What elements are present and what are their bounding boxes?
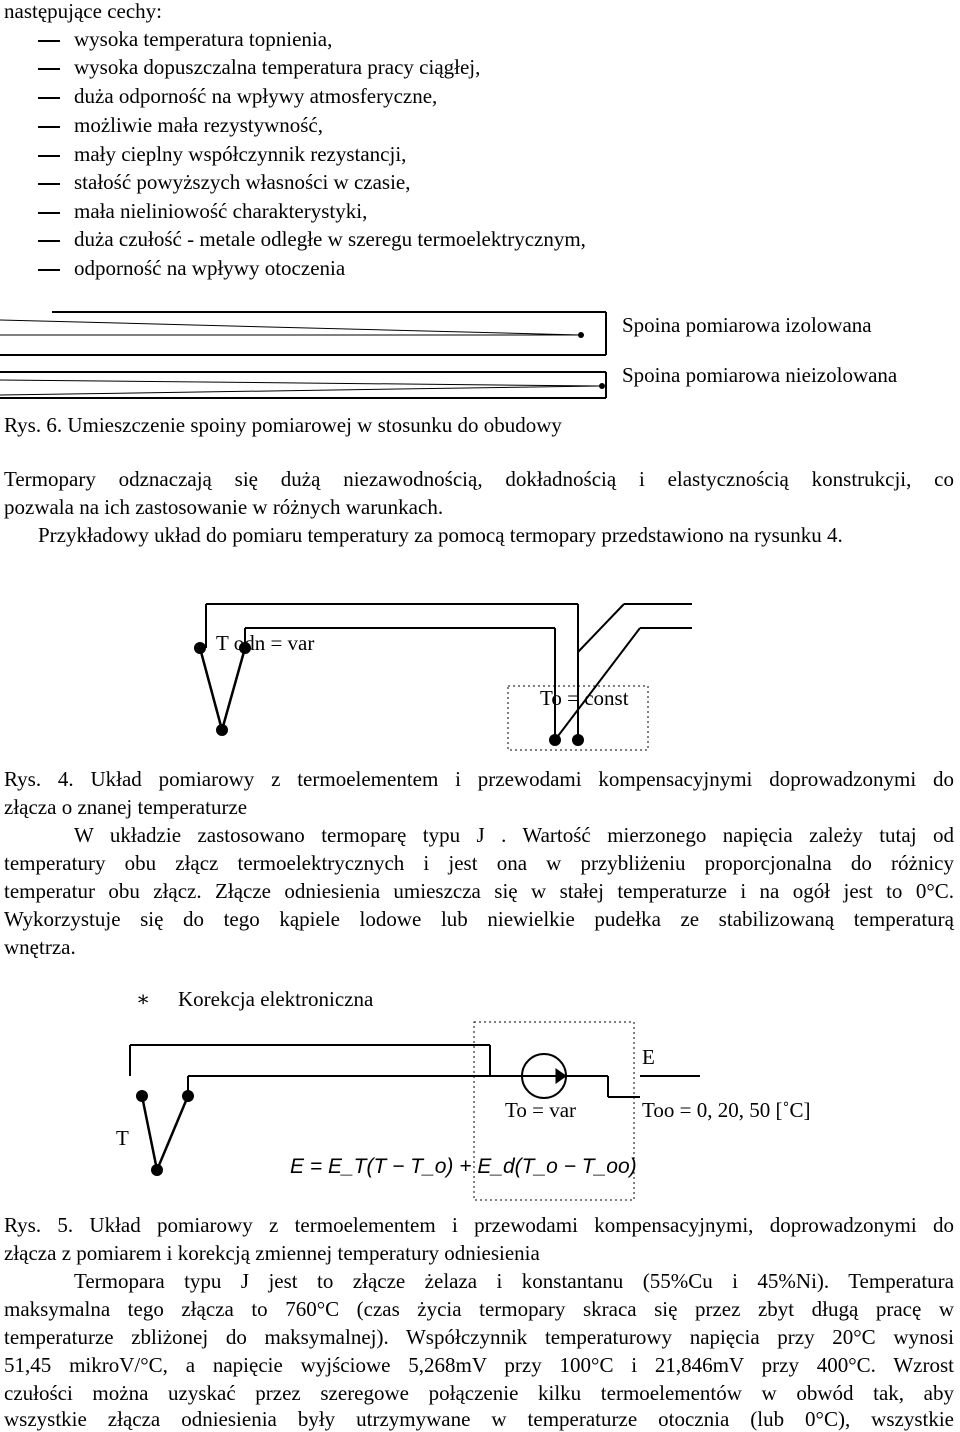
fig5-label-to: To = var	[505, 1098, 577, 1122]
intro-text: następujące cechy:	[4, 0, 162, 23]
paragraph-line: Termopara typu J jest to złącze żelaza i konstantanu (55%Cu i 45%Ni). Temperatura	[74, 1269, 954, 1293]
fig6-caption: Rys. 6. Umieszczenie spoiny pomiarowej w stosunku do obudowy	[4, 413, 562, 437]
list-item: mała nieliniowość charakterystyki,	[74, 199, 368, 223]
list-item: odporność na wpływy otoczenia	[74, 256, 346, 280]
junction-dot	[182, 1090, 194, 1102]
paragraph-line: czułości można uzyskać przez szeregowe połączenie kilku termoelementów w obwód tak, aby	[4, 1381, 954, 1405]
list-item: duża odporność na wpływy atmosferyczne,	[74, 84, 438, 108]
paragraph-line: wnętrza.	[4, 935, 76, 959]
fig5-label-e: E	[642, 1045, 655, 1069]
paragraph-line: 51,45 mikroV/°C, a napięcie wyjściowe 5,268mV przy 100°C i 21,846mV przy 400°C. Wzrost	[4, 1353, 954, 1377]
junction-dot	[151, 1164, 163, 1176]
list-item: możliwie mała rezystywność,	[74, 113, 324, 137]
fig4-label-tref: T odn = var	[216, 631, 315, 655]
paragraph-line: Wykorzystuje się do tego kąpiele lodowe lub niewielkie pudełka ze stabilizowaną temperaturą	[4, 907, 954, 931]
measuring-junction-dot	[578, 332, 584, 338]
paragraph-line: W układzie zastosowano termoparę typu J . Wartość mierzonego napięcia zależy tutaj od	[74, 823, 954, 847]
junction-dot	[549, 734, 561, 746]
fig5-caption: Rys. 5. Układ pomiarowy z termoelementem i przewodami kompensacyjnymi, doprowadzonymi do	[4, 1213, 954, 1237]
fig4-label-to: To = const	[540, 686, 629, 710]
junction-dot	[136, 1090, 148, 1102]
fig5-caption: złącza z pomiarem i korekcją zmiennej temperatury odniesienia	[4, 1241, 540, 1265]
fig4-caption: Rys. 4. Układ pomiarowy z termoelementem i przewodami kompensacyjnymi doprowadzonymi do	[4, 767, 954, 791]
fig6-diagram	[0, 312, 606, 398]
fig5-formula: E = E_T(T − T_o) + E_d(T_o − T_oo)	[290, 1155, 637, 1178]
list-item: wysoka dopuszczalna temperatura pracy ciągłej,	[74, 55, 481, 79]
list-item: mały cieplny współczynnik rezystancji,	[74, 142, 407, 166]
fig5-label-too: Too = 0, 20, 50 [˚C]	[642, 1098, 811, 1122]
junction-dot	[572, 734, 584, 746]
paragraph-line: temperatury obu złącz termoelektrycznych i jest ona w przybliżeniu proporcjonalna do różnicy	[4, 851, 954, 875]
measuring-junction-dot	[599, 383, 605, 389]
paragraph-line: maksymalna tego złącza to 760°C (czas życia termopary skraca się przez zbyt długą pracę w	[4, 1297, 954, 1321]
fig5-heading: Korekcja elektroniczna	[178, 987, 374, 1011]
list-item: stałość powyższych własności w czasie,	[74, 170, 411, 194]
fig6-label-insulated: Spoina pomiarowa izolowana	[622, 313, 872, 337]
junction-dot	[194, 642, 206, 654]
paragraph-line: wszystkie złącza odniesienia były utrzymywane w temperaturze otocznia (lub 0°C), wszystkie	[4, 1407, 954, 1431]
junction-dot	[216, 724, 228, 736]
fig5-label-t: T	[116, 1126, 129, 1150]
paragraph-line: temperaturze zbliżonej do maksymalnej). Współczynnik temperaturowy napięcia przy 20°C wynosi	[4, 1325, 954, 1349]
paragraph-line: temperatur obu złącz. Złącze odniesienia umieszcza się w stałej temperaturze i na ogół jest to 0°C.	[4, 879, 954, 903]
fig6-label-uninsulated: Spoina pomiarowa nieizolowana	[622, 363, 898, 387]
list-item: duża czułość - metale odległe w szeregu termoelektrycznym,	[74, 227, 586, 251]
paragraph-line: pozwala na ich zastosowanie w różnych warunkach.	[4, 495, 444, 519]
paragraph-line: Przykładowy układ do pomiaru temperatury za pomocą termopary przedstawiono na rysunku 4.	[38, 523, 843, 547]
fig4-diagram	[200, 604, 692, 750]
bullet-asterisk: ∗	[136, 987, 151, 1011]
fig4-caption: złącza o znanej temperaturze	[4, 795, 248, 819]
paragraph-line: Termopary odznaczają się dużą niezawodnością, dokładnością i elastycznością konstrukcji, co	[4, 467, 954, 491]
list-item: wysoka temperatura topnienia,	[74, 27, 333, 51]
